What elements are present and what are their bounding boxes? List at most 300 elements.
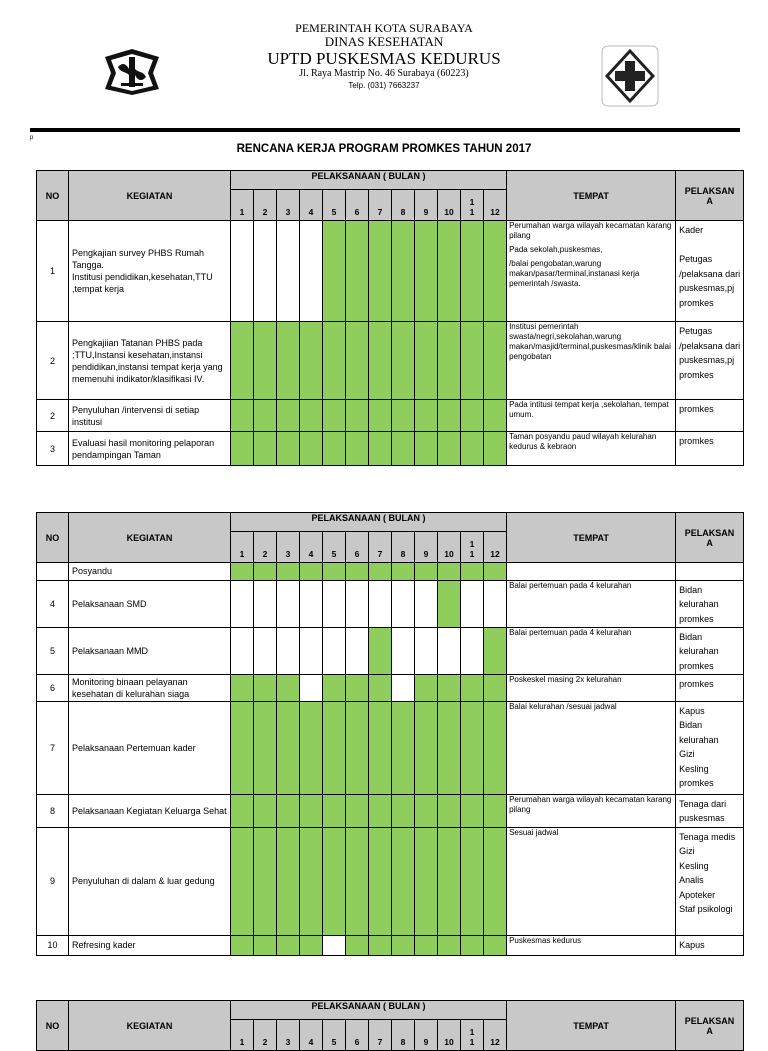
month-cell-10 bbox=[438, 432, 461, 466]
executor-text: kelurahan bbox=[679, 734, 719, 745]
place-cell bbox=[507, 674, 676, 701]
month-header bbox=[415, 1020, 438, 1051]
header-tempat: TEMPAT bbox=[507, 513, 676, 563]
month-cell-12 bbox=[484, 400, 507, 432]
header-kegiatan: KEGIATAN bbox=[69, 1001, 231, 1051]
month-label: 3 bbox=[285, 207, 291, 217]
month-cell-12 bbox=[484, 935, 507, 955]
month-cell-6 bbox=[346, 221, 369, 322]
executor-text: promkes bbox=[679, 678, 714, 689]
month-label: 5 bbox=[331, 549, 337, 559]
executor-text: Petugas /pelaksana dari puskesmas,pj promkes bbox=[679, 254, 741, 308]
executor-cell bbox=[676, 580, 744, 627]
month-cell-4 bbox=[300, 794, 323, 827]
row-number: 1 bbox=[37, 221, 69, 322]
address: Jl. Raya Mastrip No. 46 Surabaya (60223) bbox=[299, 68, 469, 79]
activity-cell bbox=[69, 827, 231, 935]
executor-text: promkes bbox=[679, 613, 714, 624]
place-text: Perumahan warga wilayah kecamatan karang pilang bbox=[509, 794, 672, 814]
month-cell-2 bbox=[254, 432, 277, 466]
table-row bbox=[37, 794, 744, 827]
executor-text: Kesling bbox=[679, 763, 709, 774]
month-header bbox=[346, 190, 369, 221]
month-cell-7 bbox=[369, 794, 392, 827]
activity-cell bbox=[69, 221, 231, 322]
header-pelaksana-part: PELAKSAN bbox=[684, 185, 735, 196]
month-cell-8 bbox=[392, 827, 415, 935]
place-text: Balai pertemuan pada 4 kelurahan bbox=[509, 580, 632, 590]
month-cell-5 bbox=[323, 627, 346, 674]
header-pelaksana-part: PELAKSAN bbox=[684, 527, 735, 538]
header-pelaksana-part: PELAKSAN bbox=[684, 1015, 735, 1026]
header-no: NO bbox=[37, 513, 69, 563]
small-mark: p bbox=[30, 135, 34, 141]
month-cell-9 bbox=[415, 432, 438, 466]
month-cell-1 bbox=[231, 794, 254, 827]
executor-text: kelurahan bbox=[679, 599, 719, 609]
month-cell-9 bbox=[415, 935, 438, 955]
month-cell-11 bbox=[461, 221, 484, 322]
header-pelaksana bbox=[676, 513, 744, 563]
month-cell-12 bbox=[484, 221, 507, 322]
executor-text: Apoteker bbox=[679, 889, 716, 900]
month-cell-12 bbox=[484, 563, 507, 581]
month-header bbox=[438, 1020, 461, 1051]
month-cell-9 bbox=[415, 794, 438, 827]
month-label: 3 bbox=[285, 1037, 291, 1047]
month-label: 6 bbox=[354, 207, 360, 217]
month-cell-11 bbox=[461, 674, 484, 701]
table-row bbox=[37, 935, 744, 955]
month-header bbox=[392, 1020, 415, 1051]
activity-text: Pengkajiian Tatanan PHBS pada ;TTU,Instansi kesehatan,instansi pendidikan,instansi tempat kerja yang memenuhi indikator/klasifikasi IV. bbox=[72, 337, 223, 384]
month-cell-12 bbox=[484, 794, 507, 827]
month-cell-2 bbox=[254, 794, 277, 827]
executor-cell bbox=[676, 935, 744, 955]
month-cell-10 bbox=[438, 221, 461, 322]
month-header bbox=[300, 532, 323, 563]
month-label: 1 bbox=[239, 207, 245, 217]
executor-text bbox=[679, 238, 743, 253]
month-header bbox=[415, 190, 438, 221]
month-label: 2 bbox=[262, 1037, 268, 1047]
month-cell-11 bbox=[461, 827, 484, 935]
month-cell-5 bbox=[323, 580, 346, 627]
executor-text: Staf psikologi bbox=[679, 904, 733, 914]
month-label: 7 bbox=[377, 1037, 383, 1047]
header-no: NO bbox=[37, 1001, 69, 1051]
month-cell-7 bbox=[369, 322, 392, 400]
month-cell-4 bbox=[300, 701, 323, 794]
month-cell-6 bbox=[346, 674, 369, 701]
month-cell-2 bbox=[254, 627, 277, 674]
activity-text: Institusi pendidikan,kesehatan,TTU ,tempat kerja bbox=[72, 272, 213, 294]
plan-table-2 bbox=[36, 512, 744, 956]
letterhead bbox=[0, 0, 768, 155]
month-label: 9 bbox=[423, 1037, 429, 1047]
month-header bbox=[484, 190, 507, 221]
place-text: Perumahan warga wilayah kecamatan karang pilang bbox=[509, 221, 672, 240]
month-cell-11 bbox=[461, 794, 484, 827]
month-cell-5 bbox=[323, 794, 346, 827]
month-cell-8 bbox=[392, 627, 415, 674]
month-cell-8 bbox=[392, 432, 415, 466]
month-cell-11 bbox=[461, 627, 484, 674]
month-cell-6 bbox=[346, 627, 369, 674]
table-row bbox=[37, 221, 744, 322]
month-cell-3 bbox=[277, 322, 300, 400]
executor-text: Tenaga dari bbox=[679, 798, 727, 809]
month-label: 10 bbox=[444, 1037, 454, 1047]
month-header bbox=[254, 1020, 277, 1051]
month-cell-6 bbox=[346, 322, 369, 400]
month-cell-10 bbox=[438, 794, 461, 827]
month-cell-7 bbox=[369, 701, 392, 794]
month-label: 1 bbox=[469, 1037, 475, 1047]
activity-text: Evaluasi hasil monitoring pelaporan pendampingan Taman bbox=[72, 437, 215, 460]
table-row bbox=[37, 563, 744, 581]
month-cell-1 bbox=[231, 674, 254, 701]
month-header bbox=[346, 1020, 369, 1051]
executor-cell bbox=[676, 322, 744, 400]
month-header bbox=[369, 190, 392, 221]
puskesmas-logo-icon bbox=[601, 45, 659, 107]
month-label: 3 bbox=[285, 549, 291, 559]
activity-text: Posyandu bbox=[72, 566, 113, 577]
surabaya-city-emblem-icon bbox=[103, 47, 161, 97]
executor-text: Kapus bbox=[679, 939, 705, 950]
month-cell-8 bbox=[392, 674, 415, 701]
month-cell-5 bbox=[323, 432, 346, 466]
month-cell-2 bbox=[254, 935, 277, 955]
month-cell-3 bbox=[277, 580, 300, 627]
month-label: 12 bbox=[490, 1037, 500, 1047]
executor-text bbox=[679, 565, 743, 580]
month-label: 12 bbox=[490, 207, 500, 217]
row-number: 3 bbox=[37, 432, 69, 466]
month-cell-2 bbox=[254, 322, 277, 400]
month-cell-10 bbox=[438, 580, 461, 627]
month-label: 2 bbox=[262, 207, 268, 217]
place-cell bbox=[507, 627, 676, 674]
month-cell-1 bbox=[231, 701, 254, 794]
month-header bbox=[392, 532, 415, 563]
executor-text: promkes bbox=[679, 660, 714, 671]
place-cell bbox=[507, 400, 676, 432]
month-cell-8 bbox=[392, 935, 415, 955]
month-cell-8 bbox=[392, 221, 415, 322]
month-header bbox=[415, 532, 438, 563]
month-cell-1 bbox=[231, 432, 254, 466]
month-label: 7 bbox=[377, 549, 383, 559]
month-cell-3 bbox=[277, 563, 300, 581]
month-header bbox=[461, 190, 484, 221]
month-cell-4 bbox=[300, 674, 323, 701]
executor-cell bbox=[676, 794, 744, 827]
institution-name: UPTD PUSKESMAS KEDURUS bbox=[267, 49, 501, 68]
month-header bbox=[369, 1020, 392, 1051]
activity-cell bbox=[69, 627, 231, 674]
header-no: NO bbox=[37, 171, 69, 221]
month-cell-6 bbox=[346, 563, 369, 581]
month-cell-9 bbox=[415, 400, 438, 432]
month-cell-7 bbox=[369, 580, 392, 627]
header-pelaksana bbox=[676, 171, 744, 221]
month-cell-10 bbox=[438, 563, 461, 581]
header-kegiatan: KEGIATAN bbox=[69, 171, 231, 221]
month-cell-8 bbox=[392, 322, 415, 400]
month-cell-7 bbox=[369, 221, 392, 322]
place-cell bbox=[507, 322, 676, 400]
month-cell-3 bbox=[277, 701, 300, 794]
month-label: 8 bbox=[400, 549, 406, 559]
month-cell-3 bbox=[277, 794, 300, 827]
place-cell bbox=[507, 794, 676, 827]
header-pelaksanaan: PELAKSANAAN ( BULAN ) bbox=[231, 1001, 507, 1020]
row-number: 4 bbox=[37, 580, 69, 627]
month-cell-4 bbox=[300, 221, 323, 322]
executor-text: kelurahan bbox=[679, 646, 719, 656]
month-cell-3 bbox=[277, 827, 300, 935]
month-cell-2 bbox=[254, 563, 277, 581]
header-pelaksanaan: PELAKSANAAN ( BULAN ) bbox=[231, 513, 507, 532]
month-cell-12 bbox=[484, 827, 507, 935]
month-cell-9 bbox=[415, 563, 438, 581]
month-cell-3 bbox=[277, 935, 300, 955]
month-cell-12 bbox=[484, 701, 507, 794]
month-cell-7 bbox=[369, 432, 392, 466]
month-cell-11 bbox=[461, 432, 484, 466]
executor-text: promkes bbox=[679, 778, 714, 788]
row-number: 6 bbox=[37, 674, 69, 701]
place-text: /balai pengobatan,warung makan/pasar/terminal,instanasi kerja pemerintah /swasta. bbox=[509, 259, 640, 288]
month-header bbox=[254, 190, 277, 221]
month-cell-10 bbox=[438, 322, 461, 400]
month-cell-3 bbox=[277, 432, 300, 466]
executor-cell bbox=[676, 674, 744, 701]
activity-text: Pelaksanaan Kegiatan Keluarga Sehat bbox=[72, 805, 227, 816]
place-text: Balai pertemuan pada 4 kelurahan bbox=[509, 627, 632, 637]
month-cell-6 bbox=[346, 580, 369, 627]
activity-cell bbox=[69, 432, 231, 466]
executor-text: Tenaga medis bbox=[679, 831, 736, 842]
month-cell-5 bbox=[323, 935, 346, 955]
executor-cell bbox=[676, 432, 744, 466]
month-cell-12 bbox=[484, 580, 507, 627]
month-cell-5 bbox=[323, 221, 346, 322]
month-label: 10 bbox=[444, 549, 454, 559]
month-cell-8 bbox=[392, 580, 415, 627]
header-pelaksanaan: PELAKSANAAN ( BULAN ) bbox=[231, 171, 507, 190]
activity-cell bbox=[69, 322, 231, 400]
place-text: Taman posyandu paud wilayah kelurahan kedurus & kebraon bbox=[509, 432, 657, 451]
month-header bbox=[277, 190, 300, 221]
month-cell-1 bbox=[231, 935, 254, 955]
place-cell bbox=[507, 432, 676, 466]
month-cell-7 bbox=[369, 674, 392, 701]
executor-text: Gizi bbox=[679, 846, 695, 856]
executor-cell bbox=[676, 827, 744, 935]
month-cell-8 bbox=[392, 563, 415, 581]
month-label: 8 bbox=[400, 1037, 406, 1047]
row-number bbox=[37, 563, 69, 581]
month-cell-4 bbox=[300, 580, 323, 627]
month-cell-6 bbox=[346, 701, 369, 794]
header-pelaksana-part: A bbox=[706, 537, 713, 548]
activity-text: Pelaksanaan Pertemuan kader bbox=[72, 742, 196, 753]
month-header bbox=[461, 1020, 484, 1051]
activity-cell bbox=[69, 935, 231, 955]
month-cell-3 bbox=[277, 221, 300, 322]
header-pelaksana-part: A bbox=[706, 1025, 713, 1036]
month-cell-12 bbox=[484, 627, 507, 674]
month-cell-9 bbox=[415, 580, 438, 627]
executor-text: Bidan bbox=[679, 631, 703, 642]
month-cell-12 bbox=[484, 432, 507, 466]
month-cell-10 bbox=[438, 935, 461, 955]
place-text: Poskeskel masing 2x kelurahan bbox=[509, 674, 622, 684]
department-name: DINAS KESEHATAN bbox=[324, 34, 444, 49]
month-label: 7 bbox=[377, 207, 383, 217]
header-rule bbox=[30, 128, 740, 132]
month-cell-4 bbox=[300, 322, 323, 400]
month-header bbox=[231, 1020, 254, 1051]
header-pelaksana bbox=[676, 1001, 744, 1051]
row-number: 9 bbox=[37, 827, 69, 935]
month-header bbox=[323, 1020, 346, 1051]
month-header bbox=[231, 532, 254, 563]
month-cell-5 bbox=[323, 701, 346, 794]
month-cell-1 bbox=[231, 827, 254, 935]
table-row bbox=[37, 400, 744, 432]
month-label: 1 bbox=[469, 539, 475, 549]
month-cell-6 bbox=[346, 794, 369, 827]
month-header bbox=[323, 532, 346, 563]
month-cell-9 bbox=[415, 827, 438, 935]
month-cell-7 bbox=[369, 563, 392, 581]
place-text: Balai kelurahan /sesuai jadwal bbox=[509, 701, 617, 711]
table-row bbox=[37, 580, 744, 627]
month-cell-10 bbox=[438, 400, 461, 432]
executor-cell bbox=[676, 563, 744, 581]
executor-cell bbox=[676, 400, 744, 432]
month-header bbox=[231, 190, 254, 221]
month-cell-10 bbox=[438, 674, 461, 701]
month-cell-11 bbox=[461, 322, 484, 400]
place-cell bbox=[507, 701, 676, 794]
month-header bbox=[300, 190, 323, 221]
header-tempat: TEMPAT bbox=[507, 171, 676, 221]
month-cell-11 bbox=[461, 580, 484, 627]
place-text: Institusi pemerintah swasta/negri,sekolahan,warung makan/masjid/terminal,puskesmas/klinik balai pengobatan bbox=[509, 322, 671, 361]
month-cell-11 bbox=[461, 563, 484, 581]
month-cell-9 bbox=[415, 701, 438, 794]
executor-text: promkes bbox=[679, 436, 714, 446]
month-cell-1 bbox=[231, 400, 254, 432]
month-label: 4 bbox=[308, 1037, 314, 1047]
executor-text: Gizi bbox=[679, 749, 695, 759]
executor-text: promkes bbox=[679, 404, 714, 414]
month-label: 9 bbox=[423, 549, 429, 559]
place-text: Pada intitusi tempat kerja ,sekolahan, tempat umum. bbox=[509, 400, 669, 419]
activity-text: Penyuluhan /intervensi di setiap institusi bbox=[72, 404, 200, 427]
month-cell-2 bbox=[254, 400, 277, 432]
month-header bbox=[300, 1020, 323, 1051]
row-number: 2 bbox=[37, 400, 69, 432]
month-cell-4 bbox=[300, 563, 323, 581]
month-label: 1 bbox=[239, 1037, 245, 1047]
month-cell-10 bbox=[438, 627, 461, 674]
month-cell-12 bbox=[484, 674, 507, 701]
government-name: PEMERINTAH KOTA SURABAYA bbox=[295, 21, 473, 35]
month-cell-1 bbox=[231, 322, 254, 400]
executor-text: Analis bbox=[679, 875, 704, 885]
month-header bbox=[323, 190, 346, 221]
month-header bbox=[438, 532, 461, 563]
month-label: 9 bbox=[423, 207, 429, 217]
place-text: Puskesmas kedurus bbox=[509, 935, 582, 945]
table-row bbox=[37, 627, 744, 674]
month-cell-2 bbox=[254, 580, 277, 627]
month-cell-5 bbox=[323, 400, 346, 432]
month-cell-2 bbox=[254, 674, 277, 701]
activity-text: Penyuluhan di dalam & luar gedung bbox=[72, 876, 215, 886]
month-label: 1 bbox=[469, 207, 475, 217]
month-cell-2 bbox=[254, 701, 277, 794]
plan-table-3 bbox=[36, 1000, 744, 1051]
month-label: 5 bbox=[331, 207, 337, 217]
month-cell-11 bbox=[461, 935, 484, 955]
month-header bbox=[277, 1020, 300, 1051]
month-cell-7 bbox=[369, 935, 392, 955]
month-cell-1 bbox=[231, 221, 254, 322]
month-cell-11 bbox=[461, 701, 484, 794]
month-cell-1 bbox=[231, 580, 254, 627]
month-header bbox=[346, 532, 369, 563]
activity-text: Pelaksanaan MMD bbox=[72, 645, 149, 656]
month-cell-4 bbox=[300, 627, 323, 674]
month-header bbox=[484, 532, 507, 563]
month-cell-8 bbox=[392, 701, 415, 794]
executor-text: Kader bbox=[679, 225, 704, 235]
month-cell-4 bbox=[300, 432, 323, 466]
month-cell-3 bbox=[277, 400, 300, 432]
month-label: 2 bbox=[262, 549, 268, 559]
month-cell-5 bbox=[323, 322, 346, 400]
month-label: 6 bbox=[354, 1037, 360, 1047]
activity-cell bbox=[69, 794, 231, 827]
month-cell-6 bbox=[346, 935, 369, 955]
month-cell-10 bbox=[438, 827, 461, 935]
executor-text: Kapus bbox=[679, 705, 705, 716]
activity-cell bbox=[69, 701, 231, 794]
month-label: 4 bbox=[308, 549, 314, 559]
month-cell-9 bbox=[415, 627, 438, 674]
letterhead-text bbox=[200, 22, 568, 91]
row-number: 2 bbox=[37, 322, 69, 400]
document-title: RENCANA KERJA PROGRAM PROMKES TAHUN 2017 bbox=[236, 143, 532, 155]
month-cell-2 bbox=[254, 221, 277, 322]
row-number: 7 bbox=[37, 701, 69, 794]
activity-text: Refresing kader bbox=[72, 940, 136, 950]
month-cell-9 bbox=[415, 674, 438, 701]
plan-table-1 bbox=[36, 170, 744, 466]
row-number: 5 bbox=[37, 627, 69, 674]
phone: Telp. (031) 7663237 bbox=[348, 81, 420, 90]
month-cell-1 bbox=[231, 627, 254, 674]
activity-cell bbox=[69, 563, 231, 581]
month-cell-4 bbox=[300, 400, 323, 432]
